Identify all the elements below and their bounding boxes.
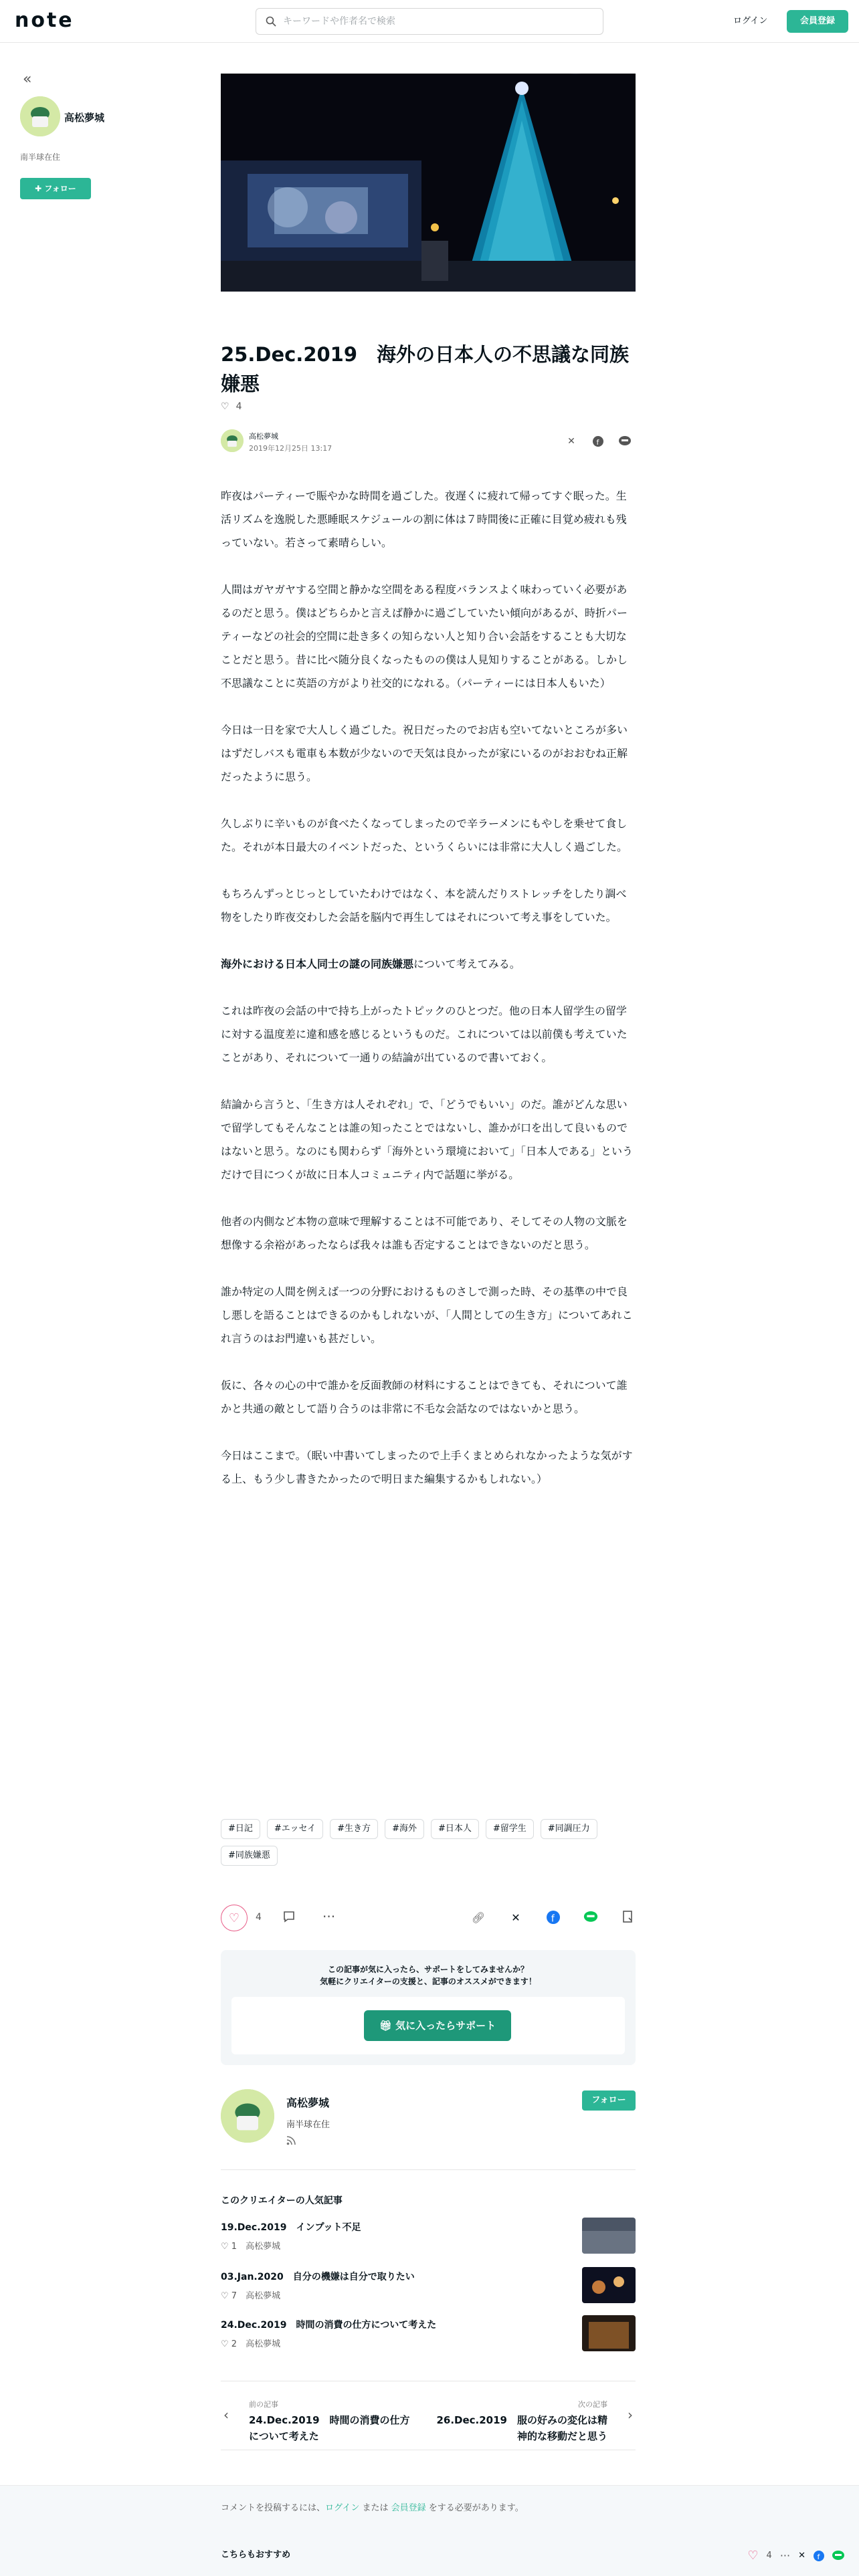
x-share-icon[interactable]: ✕ [567, 436, 575, 447]
cactus-pot-icon [221, 429, 244, 452]
popular-meta [221, 2337, 280, 2349]
profile-bio: 南半球在住 [286, 2120, 330, 2130]
profile-name[interactable]: 高松夢城 [286, 2097, 330, 2109]
paragraph: 仮に、各々の心の中で誰かを反面教師の材料にすることはできても、それについて誰かと共通の敵として語り合うのは非常に不毛な会話なのではないかと思う。 [221, 1379, 628, 1415]
popular-title[interactable]: 24.Dec.2019 時間の消費の仕方について考えた [221, 2320, 437, 2331]
chevron-right-icon[interactable]: › [628, 2407, 633, 2423]
support-box [221, 1950, 636, 2065]
article-body [221, 484, 636, 1514]
heart-outline-icon: ♡ [221, 2242, 231, 2252]
line-share-icon[interactable] [832, 2551, 844, 2561]
paragraph: これは昨夜の会話の中で持ち上がったトピックのひとつだ。他の日本人留学生の留学に対する温度差に違和感を感じるというものだ。これについては以前僕も考えていたことがあり、それについて一通りの結論が出ているので書いておく。 [221, 1004, 628, 1064]
tag[interactable]: #日記 [221, 1819, 260, 1839]
heart-outline-icon[interactable]: ♡ [747, 2549, 759, 2563]
author-avatar[interactable] [221, 429, 244, 452]
support-text-2: 気軽にクリエイターの支援と、記事のオススメができます！ [320, 1977, 537, 1986]
paragraph-topic [221, 952, 636, 976]
comment-login-link[interactable]: ログイン [325, 2503, 360, 2513]
support-text-1: この記事が気に入ったら、サポートをしてみませんか？ [327, 1965, 529, 1974]
comment-icon[interactable] [282, 1910, 296, 1927]
share-actions [471, 1910, 636, 1925]
rss-icon[interactable] [286, 2136, 296, 2148]
svg-text:f: f [596, 438, 599, 447]
comment-signup-link[interactable]: 会員登録 [391, 2503, 426, 2513]
note-logo[interactable]: note [15, 9, 74, 32]
paragraph: 今日はここまで。（眠い中書いてしまったので上手くまとめられなかったような気がする上、もう少し書きたかったので明日また編集するかもしれない。） [221, 1449, 633, 1485]
like-count: 4 [256, 1912, 262, 1923]
support-button[interactable] [364, 2010, 511, 2041]
cactus-pot-icon [20, 96, 60, 136]
heart-outline-icon: ♡ [221, 401, 229, 412]
popular-heading: このクリエイターの人気記事 [221, 2195, 343, 2206]
popular-likes: 1 [231, 2242, 237, 2252]
popular-thumbnail[interactable] [582, 2315, 636, 2351]
like-count: 4 [235, 401, 242, 412]
comment-prefix: コメントを投稿するには、 [221, 2503, 326, 2513]
popular-author: 高松夢城 [246, 2242, 281, 2252]
prev-article-link[interactable]: 24.Dec.2019 時間の消費の仕方について考えた [249, 2414, 410, 2442]
paragraph: 他者の内側など本物の意味で理解することは不可能であり、そしてその人物の文脈を想像する余裕があったならば我々は誰も否定することはできないのだと思う。 [221, 1215, 628, 1251]
popular-title[interactable]: 03.Jan.2020 自分の機嫌は自分で取りたい [221, 2272, 415, 2282]
sidebar-author-name[interactable]: 高松夢城 [64, 112, 105, 124]
profile-follow-button[interactable]: フォロー [582, 2090, 636, 2111]
article-title: 25.Dec.2019 海外の日本人の不思議な同族嫌悪 [221, 343, 630, 395]
sidebar-follow-label: フォロー [44, 184, 76, 193]
x-share-icon[interactable]: ✕ [798, 2551, 805, 2561]
author-row [221, 428, 636, 455]
heart-icon: ♡ [228, 1911, 240, 1925]
site-header [0, 0, 859, 43]
sidebar-bio: 南半球在住 [20, 152, 61, 162]
tag[interactable]: #同調圧力 [541, 1819, 597, 1839]
recommend-heading: こちらもおすすめ [221, 2550, 291, 2560]
paragraph: 誰か特定の人間を例えば一つの分野におけるものさしで測った時、その基準の中で良し悪しを語ることはできるのかもしれないが、「人間としての生き方」についてあれこれ言うのはお門違いも甚だしい。 [221, 1285, 633, 1345]
tag-list [221, 1819, 636, 1866]
article-nav [221, 2381, 636, 2450]
collapse-sidebar-icon[interactable]: « [23, 71, 32, 88]
popular-likes: 7 [231, 2291, 237, 2301]
x-share-icon[interactable]: ✕ [511, 1911, 520, 1924]
like-summary[interactable] [221, 401, 242, 412]
tag[interactable]: #生き方 [330, 1819, 378, 1839]
paragraph: もちろんずっとじっとしていたわけではなく、本を読んだりストレッチをしたり調べ物をしたり昨夜交わした会話を脳内で再生してはそれについて考え事をしていた。 [221, 887, 627, 924]
login-button[interactable]: ログイン [733, 16, 768, 26]
facebook-share-icon[interactable] [814, 2551, 824, 2561]
paragraph: 今日は一日を家で大人しく過ごした。祝日だったのでお店も空いてないところが多いはずだしバスも電車も本数が少ないので天気は良かったが家にいるのがおおむね正解だったように思う。 [221, 724, 628, 783]
popular-item[interactable] [221, 2315, 636, 2355]
popular-likes: 2 [231, 2339, 237, 2349]
popular-meta [221, 2239, 280, 2252]
paragraph: 人間はガヤガヤする空間と静かな空間をある程度バランスよく味わっていく必要があるのだと思う。僕はどちらかと言えば静かに過ごしていたい傾向があるが、時折パーティーなどの社会的空間に赴き多くの知らない人と知り合い会話をすることも大切なことだと思う。昔に比べ随分良くなったものの僕は人見知りすることがある。しかし不思議なことに英語の方がより社交的になれる。（パーティーには日本人もいた） [221, 583, 628, 689]
author-profile [221, 2089, 636, 2169]
user-plus-icon: ✚ [35, 184, 45, 193]
support-button-label: 気に入ったらサポート [395, 2020, 496, 2032]
svg-text:f: f [817, 2552, 820, 2561]
hatena-bookmark-icon[interactable] [621, 1910, 636, 1925]
prev-label: 前の記事 [249, 2400, 278, 2409]
comment-area [0, 2485, 859, 2576]
profile-avatar[interactable] [221, 2089, 274, 2143]
support-inner [231, 1997, 625, 2054]
svg-text:f: f [551, 1913, 555, 1924]
divider [221, 2169, 636, 2170]
popular-item[interactable] [221, 2218, 636, 2258]
heart-outline-icon: ♡ [221, 2339, 231, 2349]
topic-suffix: について考えてみる。 [413, 958, 520, 970]
more-icon[interactable]: ··· [322, 1909, 336, 1925]
sidebar-follow-button[interactable] [20, 178, 91, 199]
search-icon [266, 16, 276, 27]
tag[interactable]: #同族嫌悪 [221, 1846, 278, 1866]
popular-item[interactable] [221, 2267, 636, 2307]
comment-suffix: をする必要があります。 [425, 2503, 524, 2513]
comment-prompt [221, 2500, 524, 2513]
tag[interactable]: #エッセイ [267, 1819, 323, 1839]
like-button[interactable] [221, 1905, 248, 1931]
heart-outline-icon: ♡ [221, 2291, 231, 2301]
facebook-share-icon[interactable] [591, 435, 605, 448]
popular-thumbnail[interactable] [582, 2218, 636, 2254]
action-row [221, 1905, 636, 1931]
facebook-share-icon[interactable] [546, 1910, 561, 1925]
hero-image [221, 74, 636, 292]
paragraph: 結論から言うと、「生き方は人それぞれ」で、「どうでもいい」のだ。誰がどんな思いで留学してもそんなことは誰の知ったことではないし、誰かが口を出して良いものではないと思う。なのにも関わらず「海外という環境において」「日本人である」というだけで目につくが故に日本人コミュニティ内で話題に挙がる。 [221, 1098, 634, 1181]
popular-thumbnail[interactable] [582, 2267, 636, 2303]
search-input[interactable] [283, 16, 577, 27]
share-icons [565, 435, 632, 448]
popular-author: 高松夢城 [246, 2339, 281, 2349]
signup-button[interactable]: 会員登録 [787, 10, 848, 33]
link-icon[interactable]: 🔗︎ [471, 1911, 486, 1924]
paragraph: 昨夜はパーティーで賑やかな時間を過ごした。夜遅くに疲れて帰ってすぐ眠った。生活リズムを逸脱した悪睡眠スケジュールの割に体は７時間後に正確に目覚め疲れも残っていない。若さって素晴らしい。 [221, 490, 627, 549]
comment-middle: または [359, 2503, 391, 2513]
popular-title[interactable]: 19.Dec.2019 インプット不足 [221, 2222, 361, 2233]
search-box[interactable] [256, 8, 603, 35]
popular-meta [221, 2288, 280, 2301]
author-name[interactable]: 高松夢城 [249, 432, 278, 441]
avatar[interactable] [20, 96, 60, 136]
bold-topic: 海外における日本人同士の謎の同族嫌悪 [221, 958, 414, 970]
next-article-link[interactable]: 26.Dec.2019 服の好みの変化は精神的な移動だと思う [436, 2414, 607, 2442]
floating-action-bar [747, 2549, 844, 2563]
gift-icon: 🎁︎ [379, 2020, 396, 2032]
more-icon[interactable]: ··· [779, 2549, 791, 2562]
popular-author: 高松夢城 [246, 2291, 281, 2301]
tag[interactable]: #留学生 [486, 1819, 534, 1839]
publish-date: 2019年12月25日 13:17 [249, 444, 332, 453]
paragraph: 久しぶりに辛いものが食べたくなってしまったので辛ラーメンにもやしを乗せて食した。それが本日最大のイベントだった、というくらいには非常に大人しく過ごした。 [221, 817, 628, 853]
line-share-icon[interactable] [583, 1910, 598, 1925]
next-label: 次の記事 [578, 2400, 607, 2409]
tag[interactable]: #日本人 [431, 1819, 479, 1839]
floating-like-count: 4 [766, 2551, 772, 2561]
line-share-icon[interactable] [618, 435, 632, 448]
cactus-pot-icon [221, 2089, 274, 2143]
chevron-left-icon[interactable]: ‹ [223, 2407, 229, 2423]
tag[interactable]: #海外 [385, 1819, 424, 1839]
